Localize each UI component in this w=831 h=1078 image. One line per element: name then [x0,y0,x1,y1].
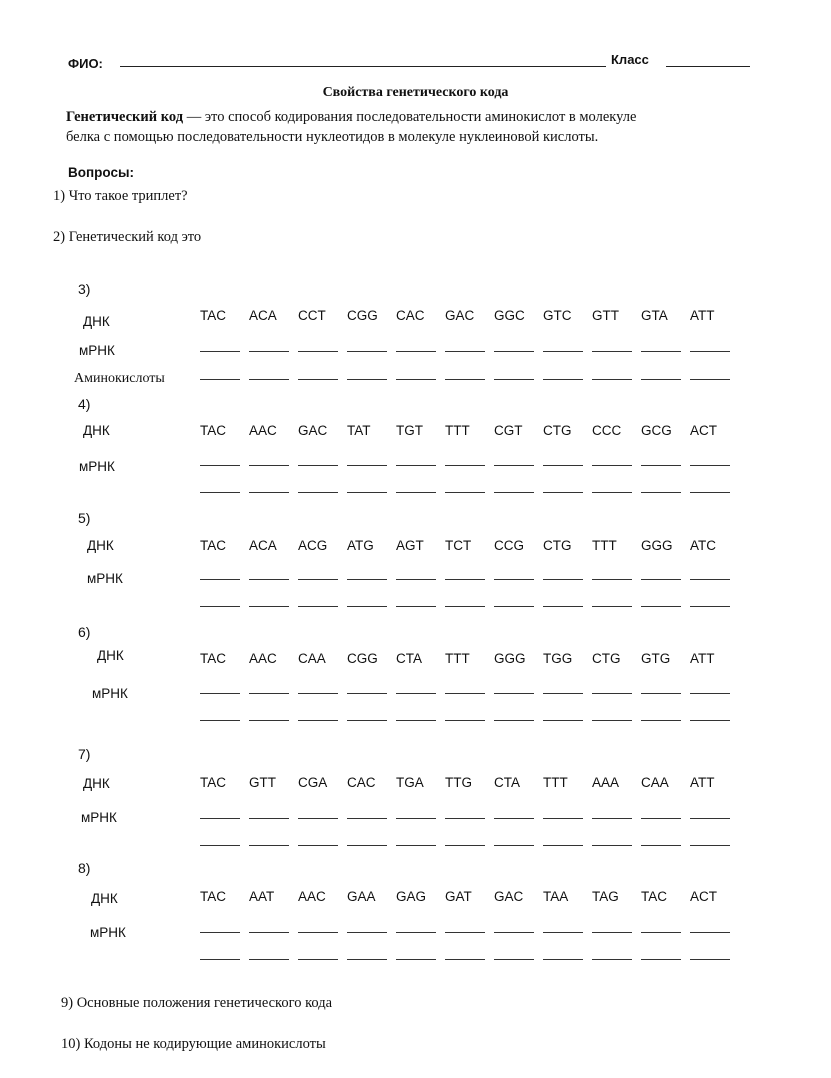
dna-codon: TGG [543,651,573,666]
mrna-answer-blank[interactable] [543,351,583,352]
dna-codon: TAC [200,423,226,438]
mrna-answer-blank[interactable] [445,465,485,466]
answer-blank[interactable] [396,379,436,380]
mrna-answer-blank[interactable] [200,465,240,466]
mrna-answer-blank[interactable] [690,693,730,694]
dna-codon: AAC [298,889,326,904]
question-10: 10) Кодоны не кодирующие аминокислоты [61,1036,326,1052]
exercise-8-dna-label: ДНК [91,891,118,906]
mrna-answer-blank[interactable] [200,932,240,933]
answer-blank[interactable] [298,379,338,380]
answer-blank[interactable] [347,379,387,380]
mrna-answer-blank[interactable] [396,693,436,694]
mrna-answer-blank[interactable] [200,579,240,580]
mrna-answer-blank[interactable] [396,465,436,466]
question-1: 1) Что такое триплет? [53,188,188,204]
answer-blank[interactable] [347,492,387,493]
answer-blank[interactable] [298,720,338,721]
answer-blank[interactable] [690,379,730,380]
mrna-answer-blank[interactable] [641,693,681,694]
answer-blank[interactable] [641,379,681,380]
dna-codon: ATC [690,538,716,553]
dna-codon: CTG [592,651,621,666]
answer-blank[interactable] [494,720,534,721]
answer-blank[interactable] [543,379,583,380]
answer-blank[interactable] [494,845,534,846]
class-label: Класс [611,52,649,67]
answer-blank[interactable] [347,720,387,721]
answer-blank[interactable] [641,492,681,493]
answer-blank[interactable] [494,606,534,607]
dna-codon: CAC [396,308,425,323]
dna-codon: ATG [347,538,374,553]
dna-codon: CTA [494,775,520,790]
dna-codon: CAC [347,775,376,790]
exercise-3-amino-label: Аминокислоты [74,371,165,386]
mrna-answer-blank[interactable] [445,351,485,352]
dna-codon: GTC [543,308,572,323]
exercise-3-number: 3) [78,281,91,297]
exercise-6-number: 6) [78,624,91,640]
dna-codon: ACA [249,308,277,323]
answer-blank[interactable] [396,720,436,721]
mrna-answer-blank[interactable] [690,818,730,819]
dna-codon: TAC [200,651,226,666]
answer-blank[interactable] [249,606,289,607]
dna-codon: CGT [494,423,523,438]
definition-term: Генетический код [66,109,184,125]
questions-heading: Вопросы: [68,165,134,180]
dna-codon: GAA [347,889,376,904]
answer-blank[interactable] [592,845,632,846]
mrna-answer-blank[interactable] [298,818,338,819]
dna-codon: CCG [494,538,524,553]
mrna-answer-blank[interactable] [592,693,632,694]
mrna-answer-blank[interactable] [347,465,387,466]
dna-codon: GAG [396,889,427,904]
mrna-answer-blank[interactable] [298,932,338,933]
answer-blank[interactable] [396,492,436,493]
mrna-answer-blank[interactable] [641,932,681,933]
dna-codon: TAT [347,423,371,438]
answer-blank[interactable] [690,492,730,493]
name-input-line[interactable] [120,66,606,67]
answer-blank[interactable] [543,845,583,846]
exercise-6-dna-label: ДНК [97,648,124,663]
answer-blank[interactable] [445,720,485,721]
mrna-answer-blank[interactable] [445,579,485,580]
answer-blank[interactable] [249,959,289,960]
mrna-answer-blank[interactable] [445,818,485,819]
dna-codon: AGT [396,538,424,553]
dna-codon: TTT [543,775,568,790]
mrna-answer-blank[interactable] [592,465,632,466]
dna-codon: GAC [298,423,328,438]
mrna-answer-blank[interactable] [396,932,436,933]
exercise-5-mrna-label: мРНК [87,571,123,586]
mrna-answer-blank[interactable] [494,351,534,352]
answer-blank[interactable] [396,606,436,607]
answer-blank[interactable] [249,720,289,721]
answer-blank[interactable] [200,379,240,380]
answer-blank[interactable] [298,845,338,846]
dna-codon: CCT [298,308,326,323]
mrna-answer-blank[interactable] [347,579,387,580]
mrna-answer-blank[interactable] [249,465,289,466]
answer-blank[interactable] [690,959,730,960]
exercise-3-mrna-label: мРНК [79,343,115,358]
mrna-answer-blank[interactable] [641,579,681,580]
dna-codon: GAC [445,308,475,323]
mrna-answer-blank[interactable] [494,465,534,466]
mrna-answer-blank[interactable] [200,818,240,819]
answer-blank[interactable] [494,959,534,960]
mrna-answer-blank[interactable] [347,693,387,694]
answer-blank[interactable] [396,959,436,960]
mrna-answer-blank[interactable] [592,351,632,352]
answer-blank[interactable] [690,720,730,721]
dna-codon: AAA [592,775,620,790]
answer-blank[interactable] [592,492,632,493]
answer-blank[interactable] [641,720,681,721]
mrna-answer-blank[interactable] [690,579,730,580]
dna-codon: CAA [641,775,669,790]
answer-blank[interactable] [543,606,583,607]
answer-blank[interactable] [445,492,485,493]
answer-blank[interactable] [592,720,632,721]
answer-blank[interactable] [690,845,730,846]
mrna-answer-blank[interactable] [445,693,485,694]
dna-codon: CGG [347,651,378,666]
mrna-answer-blank[interactable] [249,351,289,352]
dna-codon: GGC [494,308,525,323]
dna-codon: TTT [592,538,617,553]
dna-codon: GTT [592,308,619,323]
mrna-answer-blank[interactable] [543,579,583,580]
answer-blank[interactable] [494,379,534,380]
dna-codon: CGA [298,775,328,790]
dna-codon: CCC [592,423,622,438]
answer-blank[interactable] [298,492,338,493]
dna-codon: ACG [298,538,328,553]
answer-blank[interactable] [298,959,338,960]
mrna-answer-blank[interactable] [249,579,289,580]
dna-codon: ATT [690,308,715,323]
mrna-answer-blank[interactable] [690,351,730,352]
mrna-answer-blank[interactable] [200,693,240,694]
mrna-answer-blank[interactable] [641,465,681,466]
exercise-5-dna-label: ДНК [87,538,114,553]
exercise-7-dna-label: ДНК [83,776,110,791]
answer-blank[interactable] [445,606,485,607]
dna-codon: TAA [543,889,569,904]
mrna-answer-blank[interactable] [200,351,240,352]
mrna-answer-blank[interactable] [249,693,289,694]
mrna-answer-blank[interactable] [249,818,289,819]
class-input-line[interactable] [666,66,750,67]
dna-codon: TTG [445,775,472,790]
mrna-answer-blank[interactable] [347,351,387,352]
answer-blank[interactable] [200,959,240,960]
answer-blank[interactable] [543,720,583,721]
dna-codon: CAA [298,651,326,666]
dna-codon: TAC [200,538,226,553]
answer-blank[interactable] [200,720,240,721]
mrna-answer-blank[interactable] [690,465,730,466]
question-9: 9) Основные положения генетического кода [61,995,333,1011]
dna-codon: TAC [200,308,226,323]
dna-codon: CTG [543,538,572,553]
answer-blank[interactable] [641,606,681,607]
mrna-answer-blank[interactable] [494,693,534,694]
mrna-answer-blank[interactable] [298,579,338,580]
dna-codon: GAT [445,889,472,904]
answer-blank[interactable] [445,845,485,846]
answer-blank[interactable] [690,606,730,607]
dna-codon: AAT [249,889,275,904]
exercise-8-number: 8) [78,860,91,876]
mrna-answer-blank[interactable] [396,818,436,819]
mrna-answer-blank[interactable] [347,932,387,933]
dna-codon: TAG [592,889,619,904]
mrna-answer-blank[interactable] [298,351,338,352]
mrna-answer-blank[interactable] [396,351,436,352]
answer-blank[interactable] [347,845,387,846]
answer-blank[interactable] [592,379,632,380]
dna-codon: TGA [396,775,424,790]
definition-line-1 [66,107,636,127]
exercise-4-dna-label: ДНК [83,423,110,438]
mrna-answer-blank[interactable] [592,818,632,819]
mrna-answer-blank[interactable] [494,818,534,819]
dna-codon: TCT [445,538,472,553]
exercise-4-number: 4) [78,396,91,412]
exercise-8-mrna-label: мРНК [90,925,126,940]
mrna-answer-blank[interactable] [494,932,534,933]
dna-codon: GAC [494,889,524,904]
answer-blank[interactable] [249,492,289,493]
dna-codon: GTT [249,775,276,790]
mrna-answer-blank[interactable] [445,932,485,933]
dna-codon: ATT [690,651,715,666]
answer-blank[interactable] [641,845,681,846]
dna-codon: ACT [690,889,717,904]
answer-blank[interactable] [347,606,387,607]
answer-blank[interactable] [445,959,485,960]
dna-codon: TTT [445,651,470,666]
mrna-answer-blank[interactable] [494,579,534,580]
mrna-answer-blank[interactable] [592,579,632,580]
page-title: Свойства генетического кода [322,85,509,100]
dna-codon: CTA [396,651,422,666]
answer-blank[interactable] [396,845,436,846]
mrna-answer-blank[interactable] [543,818,583,819]
mrna-answer-blank[interactable] [543,932,583,933]
answer-blank[interactable] [445,379,485,380]
mrna-answer-blank[interactable] [592,932,632,933]
dna-codon: TAC [200,889,226,904]
dna-codon: GTG [641,651,671,666]
answer-blank[interactable] [347,959,387,960]
mrna-answer-blank[interactable] [690,932,730,933]
dna-codon: GGG [494,651,526,666]
mrna-answer-blank[interactable] [396,579,436,580]
answer-blank[interactable] [249,379,289,380]
dna-codon: TGT [396,423,423,438]
definition-text-2: белка с помощью последовательности нуклеотидов в молекуле нуклеиновой кислоты. [66,129,599,145]
answer-blank[interactable] [200,845,240,846]
dna-codon: CGG [347,308,378,323]
exercise-7-number: 7) [78,746,91,762]
dna-codon: GGG [641,538,673,553]
dna-codon: GTA [641,308,668,323]
dna-codon: CTG [543,423,572,438]
mrna-answer-blank[interactable] [298,465,338,466]
dna-codon: TAC [641,889,667,904]
mrna-answer-blank[interactable] [543,465,583,466]
mrna-answer-blank[interactable] [347,818,387,819]
answer-blank[interactable] [641,959,681,960]
dna-codon: ATT [690,775,715,790]
answer-blank[interactable] [543,959,583,960]
question-2: 2) Генетический код это [53,229,202,245]
answer-blank[interactable] [200,606,240,607]
exercise-3-dna-label: ДНК [83,314,110,329]
dna-codon: GCG [641,423,672,438]
dna-codon: ACT [690,423,717,438]
answer-blank[interactable] [200,492,240,493]
answer-blank[interactable] [543,492,583,493]
exercise-7-mrna-label: мРНК [81,810,117,825]
answer-blank[interactable] [592,959,632,960]
dna-codon: TTT [445,423,470,438]
exercise-4-mrna-label: мРНК [79,459,115,474]
answer-blank[interactable] [494,492,534,493]
dna-codon: ACA [249,538,277,553]
dna-codon: AAC [249,651,277,666]
answer-blank[interactable] [249,845,289,846]
mrna-answer-blank[interactable] [298,693,338,694]
dna-codon: AAC [249,423,277,438]
answer-blank[interactable] [298,606,338,607]
exercise-5-number: 5) [78,510,91,526]
mrna-answer-blank[interactable] [543,693,583,694]
exercise-6-mrna-label: мРНК [92,686,128,701]
mrna-answer-blank[interactable] [641,351,681,352]
answer-blank[interactable] [592,606,632,607]
dna-codon: TAC [200,775,226,790]
name-label: ФИО: [68,56,103,71]
mrna-answer-blank[interactable] [641,818,681,819]
definition-text-1: — это способ кодирования последовательности аминокислот в молекуле [183,109,637,125]
mrna-answer-blank[interactable] [249,932,289,933]
